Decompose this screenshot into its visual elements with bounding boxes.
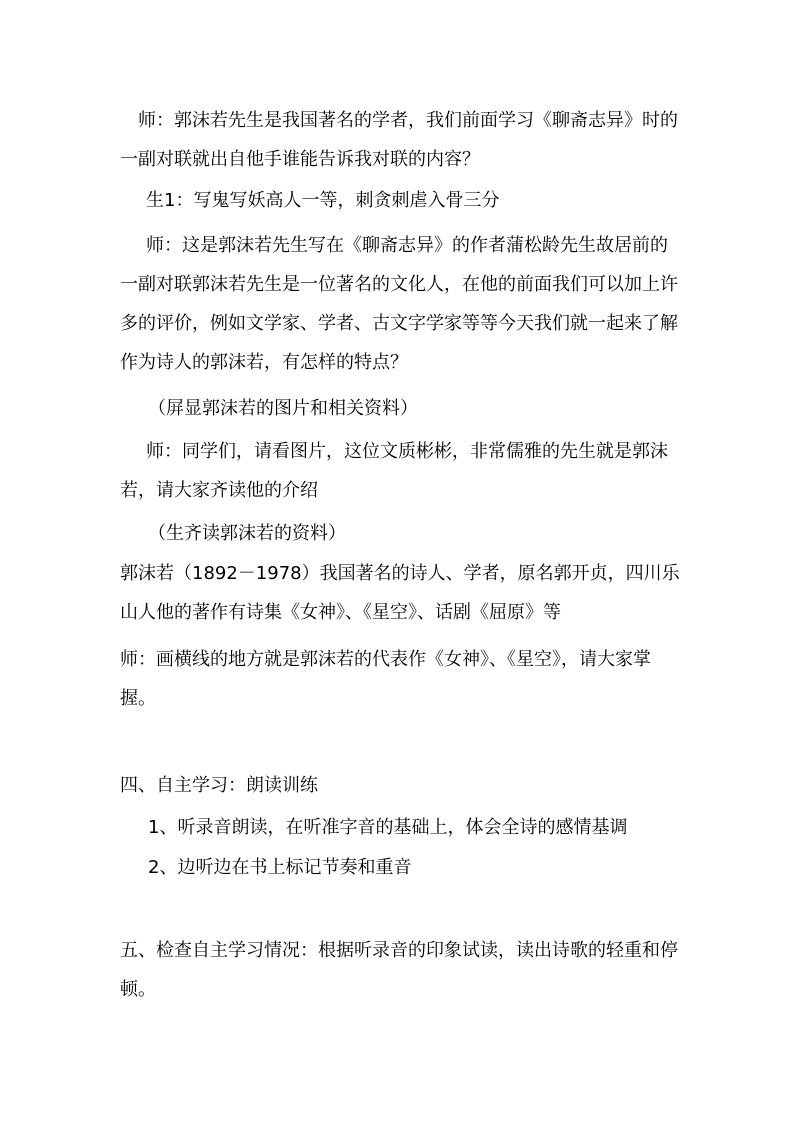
paragraph-student-read: （生齐读郭沫若的资料） xyxy=(148,523,346,544)
paragraph-screen-note: （屏显郭沫若的图片和相关资料） xyxy=(148,398,418,419)
paragraph-teacher-picture: 师：同学们，请看图片，这位文质彬彬，非常儒雅的先生就是郭沫若，请大家齐读他的介绍 xyxy=(120,441,668,501)
section-heading-check-study: 五、检查自主学习情况：根据听录音的印象试读，读出诗歌的轻重和停顿。 xyxy=(120,940,678,1000)
paragraph-student-answer: 生1：写鬼写妖高人一等，刺贪刺虐入骨三分 xyxy=(146,190,500,211)
paragraph-teacher-works: 师：画横线的地方就是郭沫若的代表作《女神》、《星空》，请大家掌握。 xyxy=(120,649,651,709)
step-listen-recording: 1、听录音朗读，在听准字音的基础上，体会全诗的感情基调 xyxy=(148,817,628,838)
paragraph-guo-bio: 郭沫若（1892－1978）我国著名的诗人、学者，原名郭开贞，四川乐山人他的著作有诗集《女神》、《星空》、话剧《屈原》等 xyxy=(120,563,680,623)
paragraph-teacher-couplet: 师：这是郭沫若先生写在《聊斋志异》的作者蒲松龄先生故居前的一副对联郭沫若先生是一位著名的文化人，在他的前面我们可以加上许多的评价，例如文学家、学者、古文字学家等等今天我们就一起来了解作为诗人的郭沫若，有怎样的特点？ xyxy=(120,235,678,373)
step-mark-rhythm: 2、边听边在书上标记节奏和重音 xyxy=(148,857,412,878)
section-heading-self-study: 四、自主学习：朗读训练 xyxy=(120,775,318,796)
paragraph-teacher-intro: 师：郭沫若先生是我国著名的学者，我们前面学习《聊斋志异》时的一副对联就出自他手谁能告诉我对联的内容？ xyxy=(120,110,678,170)
